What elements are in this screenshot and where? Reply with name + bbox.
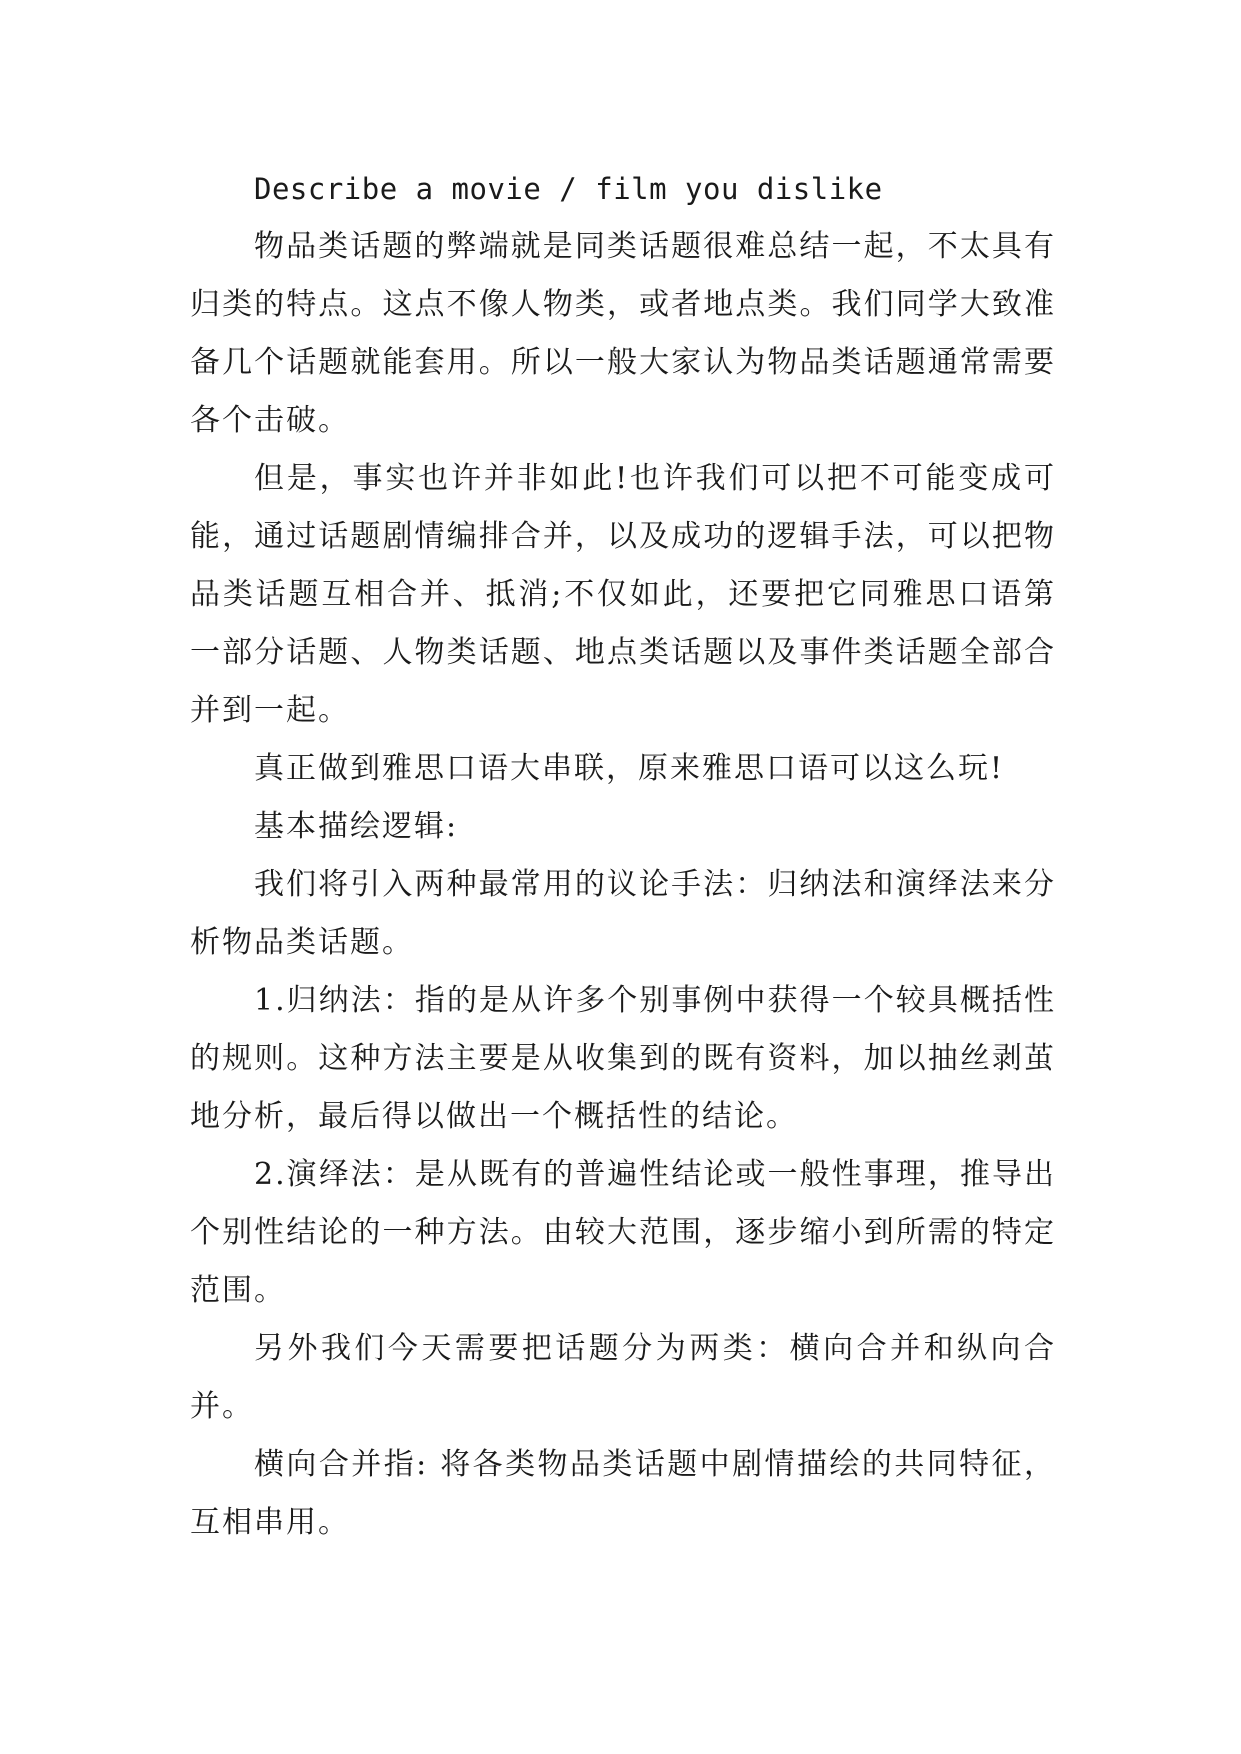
paragraph-logic-heading: 基本描绘逻辑: — [254, 809, 459, 844]
paragraph-intro: 物品类话题的弊端就是同类话题很难总结一起，不太具有归类的特点。这点不像人物类，或者地点类。我们同学大致准备几个话题就能套用。所以一般大家认为物品类话题通常需要各个击破。 — [190, 229, 1056, 438]
paragraph-deduction: 2.演绎法：是从既有的普遍性结论或一般性事理，推导出个别性结论的一种方法。由较大范围，逐步缩小到所需的特定范围。 — [190, 1157, 1056, 1308]
document-title: Describe a movie / film you dislike — [254, 172, 883, 206]
paragraph-linkage: 真正做到雅思口语大串联，原来雅思口语可以这么玩! — [254, 751, 1005, 786]
paragraph-two-types: 另外我们今天需要把话题分为两类：横向合并和纵向合并。 — [190, 1331, 1056, 1424]
paragraph-however: 但是，事实也许并非如此!也许我们可以把不可能变成可能，通过话题剧情编排合并，以及成功的逻辑手法，可以把物品类话题互相合并、抵消;不仅如此，还要把它同雅思口语第一部分话题、人物类话题、地点类话题以及事件类话题全部合并到一起。 — [190, 461, 1056, 728]
paragraph-induction: 1.归纳法：指的是从许多个别事例中获得一个较具概括性的规则。这种方法主要是从收集到的既有资料，加以抽丝剥茧地分析，最后得以做出一个概括性的结论。 — [190, 983, 1056, 1134]
paragraph-horizontal-merge: 横向合并指: 将各类物品类话题中剧情描绘的共同特征，互相串用。 — [190, 1447, 1056, 1540]
document-body — [190, 160, 1056, 1552]
paragraph-methods: 我们将引入两种最常用的议论手法：归纳法和演绎法来分析物品类话题。 — [190, 867, 1056, 960]
